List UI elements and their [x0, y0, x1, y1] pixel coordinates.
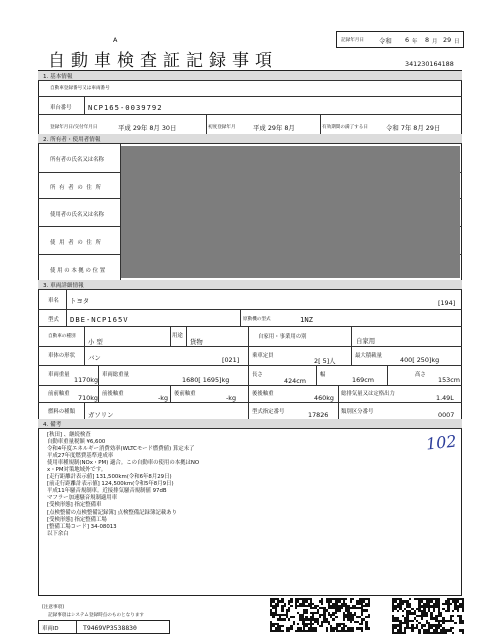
- expiry: 令和 7年 8月 29日: [386, 124, 441, 132]
- record-date-year-unit: 年: [412, 39, 418, 45]
- remark-line: 平成11年騒音規制車。近接排気騒音規制値 97dB: [47, 488, 167, 495]
- remark-line: [走行距離計表示値] 131,500km(令和6年8月29日): [47, 474, 172, 481]
- section-basic-title: 1. 基本情報: [43, 74, 73, 80]
- section-remarks-title: 4. 備考: [43, 422, 62, 428]
- user-name-label: 使用者の氏名又は名称: [50, 212, 104, 218]
- length: 424cm: [284, 377, 306, 385]
- qr-code-5: [428, 598, 464, 634]
- record-date-month: 8: [425, 36, 430, 44]
- qr-code-2: [303, 598, 337, 632]
- capacity-label: 乗車定員: [252, 353, 274, 359]
- notice-text: 記録事項はシステム登録時点のものとなります: [48, 613, 145, 618]
- remark-line: 使用車種規制(NOx・PM) 適合。この自動車の使用の本拠はNO: [47, 460, 200, 467]
- redacted-owner-info: [121, 146, 460, 278]
- page-title: 自動車検査証記録事項: [48, 51, 278, 71]
- weight-label: 車両重量: [48, 372, 70, 378]
- kind-label: 自動車の種別: [48, 334, 76, 339]
- length-label: 長さ: [252, 372, 263, 378]
- qr-code-1: [270, 598, 304, 632]
- remark-line: 自動車重量税額 ¥6,600: [47, 439, 106, 446]
- doc-marker: A: [113, 36, 118, 44]
- category: 0007: [438, 411, 455, 419]
- capacity: 2[ 5]人: [314, 357, 336, 365]
- remark-line: x・PM対策地域外です。: [47, 467, 107, 474]
- displacement: 1.49L: [436, 394, 454, 402]
- notice-label: [注意事項]: [42, 605, 64, 610]
- qr-code-3: [336, 598, 370, 632]
- shape-label: 車体の形状: [48, 353, 75, 359]
- section-owner: [38, 134, 462, 144]
- engine: 1NZ: [300, 315, 313, 324]
- model-label: 型式: [48, 317, 59, 323]
- chassis-value: NCP165-0039792: [88, 103, 163, 112]
- section-remarks: [38, 419, 462, 429]
- remark-line: [前走行距離計表示値] 124,500km(令和5年8月9日): [47, 481, 174, 488]
- remark-line: [受検形態] 指定整備車: [47, 502, 102, 509]
- reg-date: 平成 29年 8月 30日: [118, 124, 177, 132]
- designation: 17826: [308, 411, 329, 419]
- model: DBE-NCP165V: [70, 315, 129, 324]
- shape: バン: [88, 354, 101, 362]
- vehicle-id-label: 車両ID: [42, 626, 59, 632]
- vehicle-id-box: [38, 620, 170, 634]
- kind: 小 型: [88, 338, 103, 346]
- remark-line: [点検整備の点検整備記録簿] 点検整備記録簿記載あり: [47, 509, 177, 516]
- record-date-day: 29: [443, 36, 452, 44]
- front-axle: 710kg: [78, 394, 98, 402]
- remark-line: マフラー加速騒音規制適用車: [47, 495, 118, 502]
- designation-label: 型式指定番号: [252, 409, 285, 415]
- remark-line: [整備工場コード] 34-08013: [47, 523, 117, 530]
- remark-line: [受検形態] 指定整備工場: [47, 516, 107, 523]
- front-axle-label: 前前軸重: [48, 391, 70, 397]
- shape-code: [021]: [222, 356, 240, 364]
- chassis-label: 車台番号: [50, 105, 72, 111]
- section-vehicle-title: 3. 車両詳細情報: [43, 283, 84, 289]
- weight: 1170kg: [74, 376, 99, 384]
- rear-axle-label: 後後軸重: [252, 391, 274, 397]
- doc-number: 341230164188: [405, 60, 454, 68]
- handwritten-number: 102: [425, 431, 458, 454]
- height: 153cm: [438, 376, 460, 384]
- owner-address-label: 所 有 者 の 住 所: [50, 185, 102, 191]
- reg-number-label: 自動車登録番号又は車両番号: [50, 86, 110, 91]
- max-load: 400[ 250]kg: [400, 356, 440, 364]
- rear-front-axle: -kg: [226, 394, 237, 402]
- max-load-label: 最大積載量: [355, 353, 382, 359]
- record-date-box: [336, 31, 464, 48]
- record-date-era: 令和: [379, 37, 392, 45]
- remark-line: [秋田] 、継続検査: [47, 432, 91, 438]
- base-location-label: 使 用 の 本 拠 の 位 置: [50, 268, 106, 274]
- business-label: 自家用・事業用の別: [258, 334, 307, 340]
- height-label: 高さ: [415, 372, 426, 378]
- maker: トヨタ: [70, 297, 90, 305]
- remarks-list: [47, 432, 199, 538]
- reg-date-label: 登録年月日/交付年月日: [50, 125, 98, 130]
- owner-name-label: 所有者の氏名又は名称: [50, 157, 104, 163]
- maker-code: [194]: [438, 299, 456, 307]
- section-owner-title: 2. 所有者・使用者情報: [43, 137, 101, 143]
- vehicle-id: T9469VP3538830: [83, 624, 137, 632]
- fuel-label: 燃料の種類: [48, 409, 75, 415]
- section-basic: [38, 71, 462, 81]
- use-label: 用途: [172, 333, 183, 339]
- width: 169cm: [352, 376, 374, 384]
- expiry-label: 有効期間の満了する日: [322, 125, 368, 130]
- rear-axle: 460kg: [314, 394, 334, 402]
- use: 貨物: [190, 338, 203, 346]
- category-label: 類別区分番号: [341, 409, 374, 415]
- record-date-month-unit: 月: [432, 39, 438, 45]
- gross: 1680[ 1695]kg: [182, 376, 230, 384]
- rear-front-axle-label: 後前軸重: [174, 391, 196, 397]
- displacement-label: 総排気量又は定格出力: [341, 391, 395, 397]
- first-reg-label: 初度登録年月: [208, 125, 236, 130]
- remark-line: 令和4年度エネルギー消費効率(WLTCモード燃費値) 算定未了: [47, 446, 195, 453]
- front-rear-axle-label: 前後軸重: [102, 391, 124, 397]
- first-reg: 平成 29年 8月: [253, 124, 295, 132]
- record-date-label: 記録年月日: [341, 38, 364, 43]
- qr-code-4: [392, 598, 428, 634]
- business: 自家用: [356, 337, 376, 345]
- gross-label: 車両総重量: [102, 372, 129, 378]
- width-label: 幅: [320, 372, 326, 378]
- user-address-label: 使 用 者 の 住 所: [50, 240, 102, 246]
- section-vehicle: [38, 280, 462, 290]
- remark-line: 以下余白: [47, 530, 69, 537]
- engine-label: 原動機の型式: [243, 317, 271, 322]
- record-date-year: 6: [405, 36, 410, 44]
- record-date-day-unit: 日: [454, 39, 460, 45]
- maker-label: 車名: [48, 298, 59, 304]
- front-rear-axle: -kg: [158, 394, 169, 402]
- fuel: ガソリン: [88, 411, 114, 419]
- remark-line: 平成27年度燃費基準達成率: [47, 453, 114, 460]
